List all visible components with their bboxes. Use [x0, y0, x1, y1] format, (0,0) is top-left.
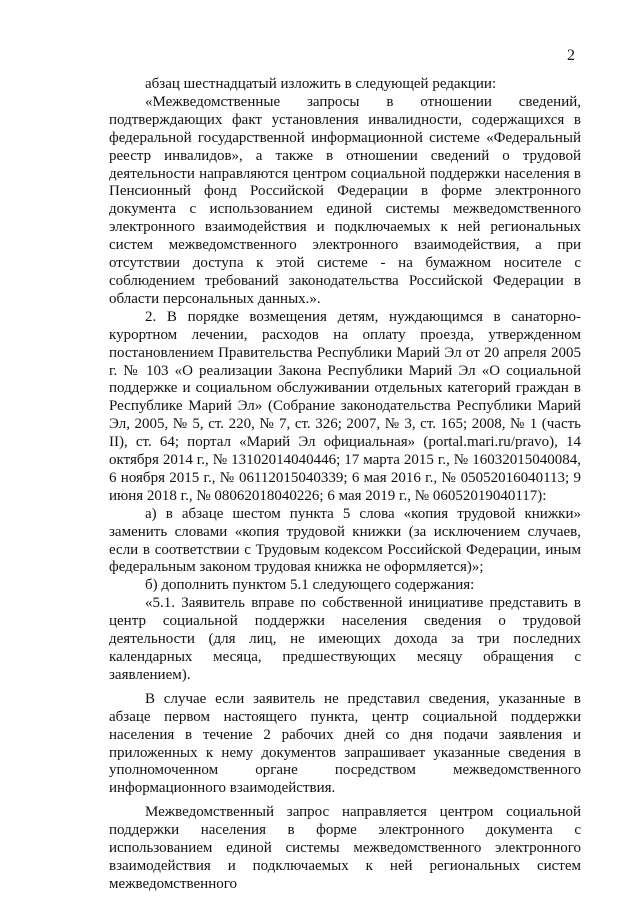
paragraph-interagency-request: Межведомственный запрос направляется центром социальной поддержки населения в форме электронного документа с использованием единой системы межведомственного электронного взаимодействия и подключаемых к ней региональных систем межведомственного — [109, 804, 581, 892]
page-number: 2 — [567, 47, 575, 64]
paragraph-clause-5-1: «5.1. Заявитель вправе по собственной инициативе представить в центр социальной поддержки населения сведения о трудовой деятельности (для лиц, не имеющих дохода за три последних календарных месяца, предшествующих месяцу обращения с заявлением). — [109, 595, 581, 683]
paragraph-item-b: б) дополнить пунктом 5.1 следующего содержания: — [145, 577, 475, 594]
paragraph-intro: абзац шестнадцатый изложить в следующей редакции: — [145, 76, 497, 92]
document-body — [109, 76, 581, 894]
paragraph-section-2: 2. В порядке возмещения детям, нуждающимся в санаторно-курортном лечении, расходов на оплату проезда, утвержденном постановлением Правительства Республики Марий Эл от 20 апреля 2005 г. № 103 «О реализации Закона Республики Марий Эл «О социальной поддержке и социальном обслуживании отдельных категорий граждан в Республике Марий Эл» (Собрание законодательства Республики Марий Эл, 2005, № 5, ст. 220, № 7, ст. 326; 2007, № 3, ст. 165; 2008, № 1 (часть II), ст. 64; портал «Марий Эл официальная» (portal.mari.ru/pravo), 14 октября 2014 г., № 13102014040446; 17 марта 2015 г., № 16032015040084, 6 ноября 2015 г., № 06112015040339; 6 мая 2016 г., № 05052016040113; 9 июня 2018 г., № 08062018040226; 6 мая 2019 г., № 06052019040117): — [109, 308, 581, 504]
paragraph-clause-5-1-case: В случае если заявитель не представил сведения, указанные в абзаце первом настоящего пункта, центр социальной поддержки населения в течение 2 рабочих дней со дня подачи заявления и приложенных к нему документов запрашивает указанные сведения в уполномоченном органе посредством межведомственного информационного взаимодействия. — [109, 690, 581, 797]
paragraph-quoted-requests: «Межведомственные запросы в отношении сведений, подтверждающих факт установления инвалидности, содержащихся в федеральной государственной информационной системе «Федеральный реестр инвалидов», а также в отношении сведений о трудовой деятельности направляются центром социальной поддержки населения в Пенсионный фонд Российской Федерации в форме электронного документа с использованием единой системы межведомственного электронного взаимодействия и подключаемых к ней региональных систем межведомственного электронного взаимодействия, а при отсутствии доступа к этой системе - на бумажном носителе с соблюдением требований законодательства Российской Федерации в области персональных данных.». — [109, 93, 581, 307]
paragraph-item-a: а) в абзаце шестом пункта 5 слова «копия трудовой книжки» заменить словами «копия трудовой книжки (за исключением случаев, если в соответствии с Трудовым кодексом Российской Федерации, иным федеральным законом трудовая книжка не оформляется)»; — [109, 505, 581, 576]
